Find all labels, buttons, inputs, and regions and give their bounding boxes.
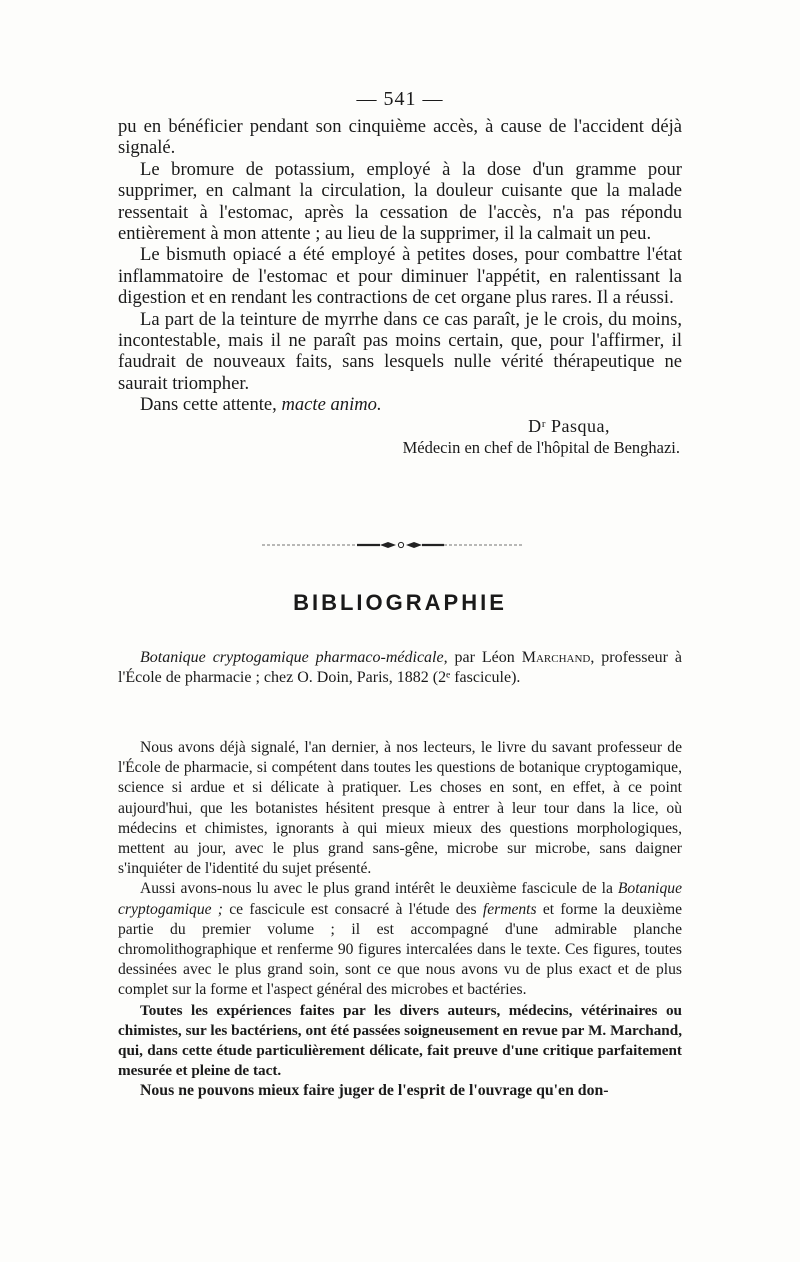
ornamental-divider [262,541,522,549]
paragraph: Le bromure de potassium, employé à la dose d'un gramme pour supprimer, en calmant la circulation, la douleur cuisante que la malade ressentait à l'estomac, après la cessation de l'accès, n'a pas répondu entièrement à mon attente ; au lieu de la supprimer, il la calmait un peu. [118,158,682,245]
book-title: Botanique cryptogamique pharmaco-médicale, [140,649,448,666]
paragraph: Aussi avons-nous lu avec le plus grand intérêt le deuxième fascicule de la Botanique cryptogamique ; ce fascicule est consacré à l'étude des ferments et forme la deuxième partie du premier volume ; il est accompagné d'une admirable planche chromolithographique et renferme 90 figures intercalées dans le texte. Ces figures, toutes dessinées avec le plus grand soin, sont ce que nous avons vu de plus exact et de plus complet sur la forme et l'aspect général des microbes et bactéries. [118,880,682,999]
signature [118,416,682,459]
paragraph [118,394,682,415]
signature-role: Médecin en chef de l'hôpital de Benghazi. [402,438,680,458]
author-name: Marchand, [521,649,595,666]
closing-text: Dans cette attente, [140,394,282,416]
paragraph: pu en bénéficier pendant son cinquième accès, à cause de l'accident déjà signalé. [118,116,682,159]
citation: Botanique cryptogamique pharmaco-médicale, par Léon Marchand, professeur à l'École de pharmacie ; chez O. Doin, Paris, 1882 (2ᵉ fascicule). [118,649,682,686]
paragraph: La part de la teinture de myrrhe dans ce cas paraît, je le crois, du moins, incontestable, mais il ne paraît pas moins certain, que, pour l'affirmer, il faudrait de nouveaux faits, sans lesquels nulle vérité thérapeutique ne saurait triompher. [118,308,682,394]
paragraph: Nous avons déjà signalé, l'an dernier, à nos lecteurs, le livre du savant professeur de l'École de pharmacie, si compétent dans toutes les questions de botanique cryptogamique, science si ardue et si délicate à pratiquer. Les choses en sont, en effet, à ce point aujourd'hui, que les botanistes hésitent presque à entrer à leur tour dans la lice, où médecins et chimistes, ignorants à qui mieux mieux des questions morphologiques, mettent au jour, avec le plus grand sans-gêne, microbe sur microbe, sans daigner s'inquiéter de l'identité du sujet présenté. [118,739,682,878]
paragraph: Nous ne pouvons mieux faire juger de l'esprit de l'ouvrage qu'en don- [140,1082,609,1100]
signature-name: Dʳ Pasqua, [528,415,610,436]
paragraph: Toutes les expériences faites par les divers auteurs, médecins, vétérinaires ou chimistes, sur les bactériens, ont été passées soigneusement en revue par M. Marchand, qui, dans cette étude particulièrement délicate, fait preuve d'une critique parfaitement mesurée et pleine de tact. [118,1001,682,1080]
section-heading: BIBLIOGRAPHIE [293,590,507,615]
letter-text [118,116,682,459]
review-text [118,738,682,1102]
paragraph: Le bismuth opiacé a été employé à petites doses, pour combattre l'état inflammatoire de l'estomac et pour diminuer l'appétit, en ralentissant la digestion et en rendant les contractions de cet organe plus rares. Il a réussi. [118,244,682,309]
bibliographic-entry [118,648,682,704]
closing-latin: macte animo. [281,394,382,416]
page-number: — 541 — [356,88,444,110]
